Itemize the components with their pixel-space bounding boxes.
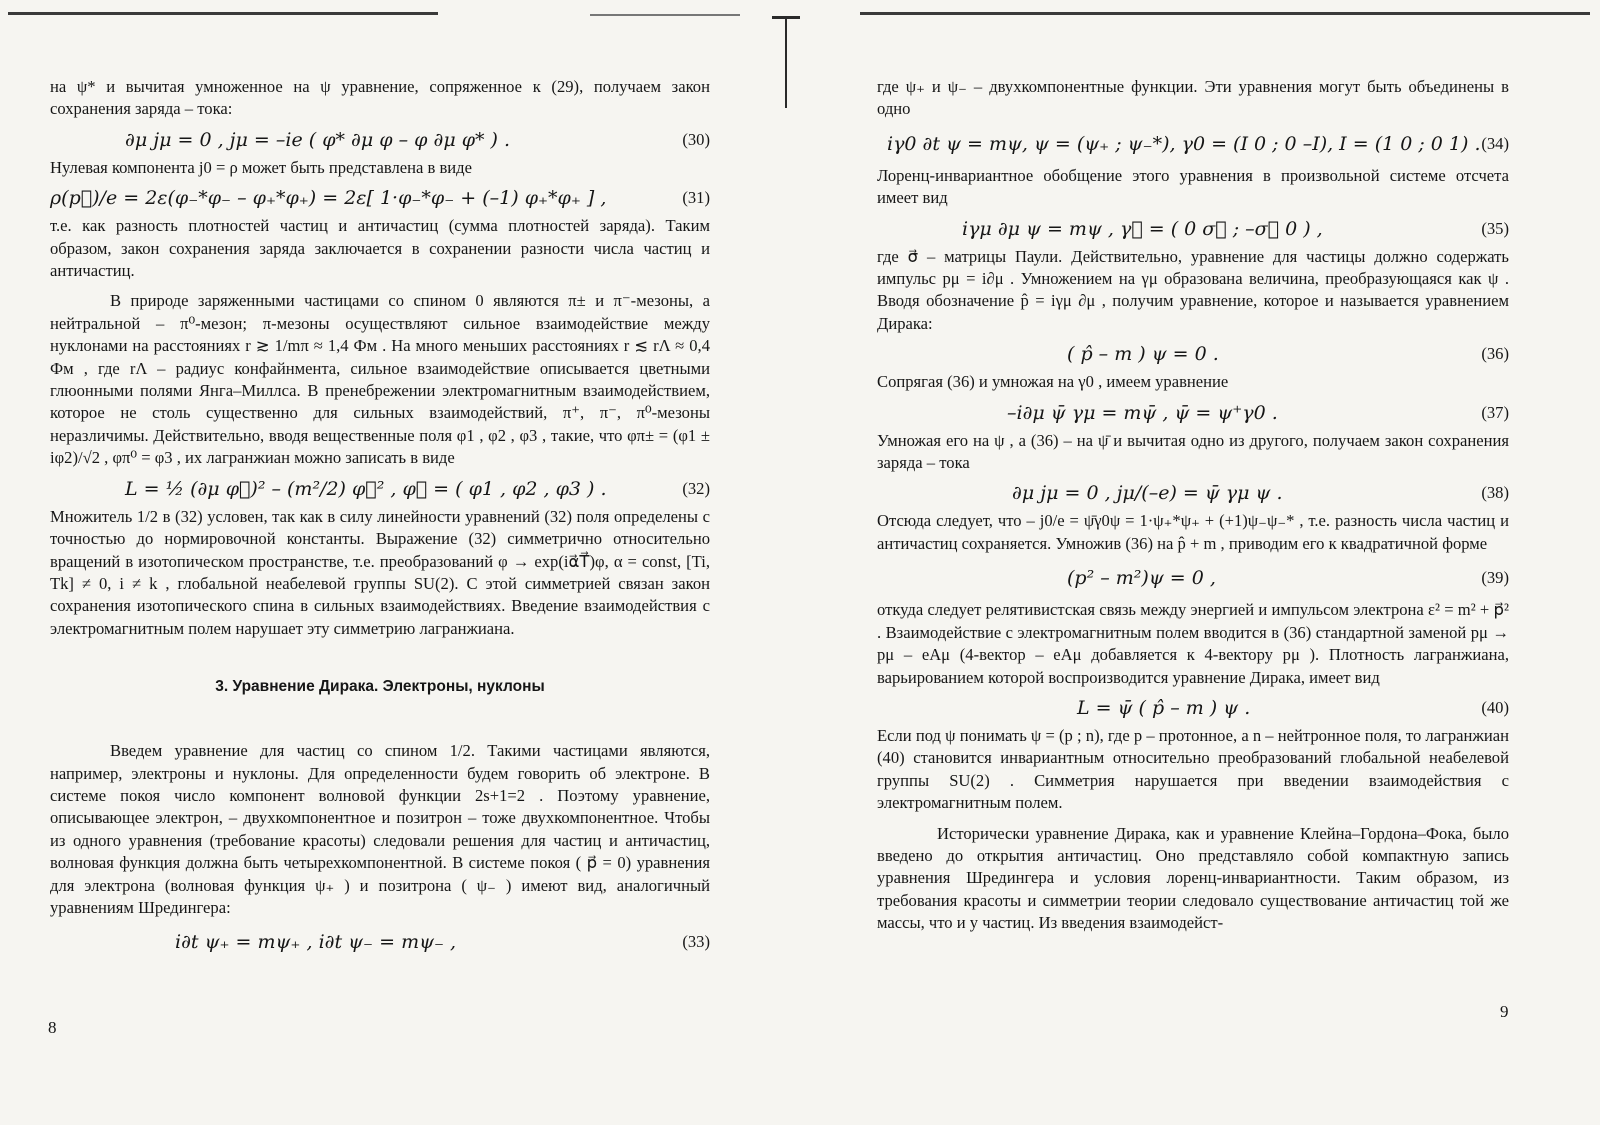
paragraph: где σ⃗ – матрицы Паули. Действительно, уравнение для частицы должно содержать импульс pμ = i∂μ . Умножением на γμ образована величина, преобразующаяся как ψ . Вводя обозначение p̂ = iγμ ∂μ , получим уравнение, которое и называется уравнением Дирака: <box>877 246 1509 333</box>
equation-37 <box>877 396 1509 430</box>
paragraph: на ψ* и вычитая умноженное на ψ уравнение, сопряженное к (29), получаем закон сохранения заряда – тока: <box>50 77 710 119</box>
equation-31 <box>50 181 710 215</box>
equation-39 <box>877 557 1509 599</box>
equation-40 <box>877 691 1509 725</box>
equation-expression: –i∂μ ψ̄ γμ = mψ̄ , ψ̄ = ψ⁺γ0 . <box>1007 401 1278 424</box>
paragraph: Исторически уравнение Дирака, как и уравнение Клейна–Гордона–Фока, было введено до открытия античастиц. Оно представляло собой компактную запись уравнения Шредингера и условия лоренц-инвариантности. Таким образом, из требования красоты и симметрии теории следовало существование античастиц той же массы, что и у частиц. Из введения взаимодейст- <box>877 823 1509 933</box>
top-rule-right <box>860 12 1590 15</box>
paragraph: где ψ₊ и ψ₋ – двухкомпонентные функции. Эти уравнения могут быть объединены в одно <box>877 77 1509 119</box>
paragraph: Если под ψ понимать ψ = (p ; n), где p – протонное, а n – нейтронное поля, то лагранжиан (40) становится инвариантным относительно преобразований глобальной неабелевой группы SU(2) . Симметрия нарушается при введении взаимодействия с электромагнитным полем. <box>877 725 1509 813</box>
equation-expression: iγμ ∂μ ψ = mψ , γ⃗ = ( 0 σ⃗ ; –σ⃗ 0 ) , <box>962 217 1323 240</box>
equation-expression: ∂μ jμ = 0 , jμ = –ie ( φ* ∂μ φ – φ ∂μ φ* ) . <box>125 128 511 151</box>
equation-34 <box>877 123 1509 165</box>
equation-number: (32) <box>682 478 710 498</box>
equation-expression: iγ0 ∂t ψ = mψ, ψ = (ψ₊ ; ψ₋*), γ0 = (I 0 ; 0 –I), I = (1 0 ; 0 1) . <box>887 132 1481 155</box>
page-number-right: 9 <box>1500 1002 1509 1021</box>
equation-number: (33) <box>682 932 710 952</box>
equation-expression: i∂t ψ₊ = mψ₊ , i∂t ψ₋ = mψ₋ , <box>175 931 457 954</box>
paragraph: т.е. как разность плотностей частиц и античастиц (сумма плотностей заряда). Таким образом, закон сохранения заряда заключается в сохранении разности числа частиц и античастиц. <box>50 216 710 281</box>
equation-number: (36) <box>1481 344 1509 364</box>
equation-expression: ∂μ jμ = 0 , jμ/(–e) = ψ̄ γμ ψ . <box>1012 482 1283 505</box>
page-left <box>50 76 710 963</box>
paragraph: Нулевая компонента j0 = ρ может быть представлена в виде <box>50 157 472 177</box>
top-rule-left-short <box>590 14 740 16</box>
equation-number: (38) <box>1481 483 1509 503</box>
top-rule-left <box>8 12 438 15</box>
equation-expression: ( p̂ – m ) ψ = 0 . <box>1067 343 1219 366</box>
equation-expression: ρ(p⃗)/e = 2ε(φ₋*φ₋ – φ₊*φ₊) = 2ε[ 1·φ₋*φ₋ + (–1) φ₊*φ₊ ] , <box>50 187 607 210</box>
equation-32 <box>50 472 710 506</box>
equation-38 <box>877 476 1509 510</box>
paragraph: Сопрягая (36) и умножая на γ0 , имеем уравнение <box>877 372 1229 392</box>
equation-number: (30) <box>682 129 710 149</box>
equation-36 <box>877 337 1509 371</box>
section-title: 3. Уравнение Дирака. Электроны, нуклоны <box>215 678 545 696</box>
paragraph: В природе заряженными частицами со спином 0 являются π± и π⁻-мезоны, а нейтральной – π⁰-мезон; π-мезоны осуществляют сильное взаимодействие между нуклонами на расстояниях r ≳ 1/mπ ≈ 1,4 Фм . На много меньших расстояниях r ≲ rΛ ≈ 0,4 Фм , где rΛ – радиус конфайнмента, сильное взаимодействие описывается цветными глюонными полями Янга–Миллса. В пренебрежении электромагнитным взаимодействием, которое не столь существенно для сильных взаимодействий, π⁺, π⁻, π⁰-мезоны неразличимы. Действительно, вводя вещественные поля φ1 , φ2 , φ3 , такие, что φπ± = (φ1 ± iφ2)/√2 , φπ⁰ = φ3 , их лагранжиан можно записать в виде <box>50 291 710 468</box>
paragraph: Лоренц-инвариантное обобщение этого уравнения в произвольной системе отсчета имеет вид <box>877 165 1509 208</box>
equation-30 <box>50 123 710 157</box>
equation-33 <box>50 921 710 963</box>
paragraph: Введем уравнение для частиц со спином 1/2. Такими частицами являются, например, электроны и нуклоны. Для определенности будем говорить об электроне. В системе покоя число компонент волновой функции 2s+1=2 . Поэтому уравнение, описывающее электрон, – двухкомпонентное и позитрон – тоже двухкомпонентное. Чтобы из одного уравнения (требование красоты) следовали решения для частиц и античастиц, волновая функция должна быть четырехкомпонентной. В системе покоя ( p⃗ = 0) уравнения для электрона (волновая функция ψ₊ ) и позитрона ( ψ₋ ) имеют вид, аналогичный уравнениям Шредингера: <box>50 741 710 917</box>
equation-number: (35) <box>1481 218 1509 238</box>
paragraph: Отсюда следует, что – j0/e = ψ̄γ0ψ = 1·ψ₊*ψ₊ + (+1)ψ₋ψ₋* , т.е. разность числа частиц и античастиц сохраняется. Умножив (36) на p̂ + m , приводим его к квадратичной форме <box>877 511 1509 553</box>
paragraph: Множитель 1/2 в (32) условен, так как в силу линейности уравнений (32) поля определены с точностью до нормировочной константы. Выражение (32) симметрично относительно вращений в изотопическом пространстве, т.е. преобразований φ → exp(iα⃗T⃗)φ, α = const, [Ti, Tk] ≠ 0, i ≠ k , глобальной неабелевой группы SU(2). С этой симметрией связан закон сохранения изотопического спина в сильных взаимодействиях. Введение взаимодействия с электромагнитным полем нарушает эту симметрию лагранжиана. <box>50 506 710 638</box>
equation-expression: L = ½ (∂μ φ⃗)² – (m²/2) φ⃗² , φ⃗ = ( φ1 , φ2 , φ3 ) . <box>125 477 607 500</box>
equation-expression: L = ψ̄ ( p̂ – m ) ψ . <box>1077 696 1251 719</box>
page-number-left: 8 <box>48 1018 57 1037</box>
equation-number: (40) <box>1481 697 1509 717</box>
equation-number: (37) <box>1481 402 1509 422</box>
equation-number: (39) <box>1481 568 1509 588</box>
equation-expression: (p² – m²)ψ = 0 , <box>1067 567 1216 590</box>
paragraph: откуда следует релятивистская связь между энергией и импульсом электрона ε² = m² + p⃗² . Взаимодействие с электромагнитным полем вводится в (36) стандартной заменой pμ → pμ – eAμ (4-вектор – eAμ добавляется к 4-вектору pμ ). Плотность лагранжиана, варьированием которой воспроизводится уравнение Дирака, имеет вид <box>877 600 1509 687</box>
page-right <box>877 76 1509 937</box>
equation-number: (34) <box>1481 133 1509 153</box>
equation-number: (31) <box>682 188 710 208</box>
equation-35 <box>877 212 1509 246</box>
paragraph: Умножая его на ψ , а (36) – на ψ̄ и вычитая одно из другого, получаем закон сохранения заряда – тока <box>877 430 1509 473</box>
book-spine <box>785 18 787 108</box>
